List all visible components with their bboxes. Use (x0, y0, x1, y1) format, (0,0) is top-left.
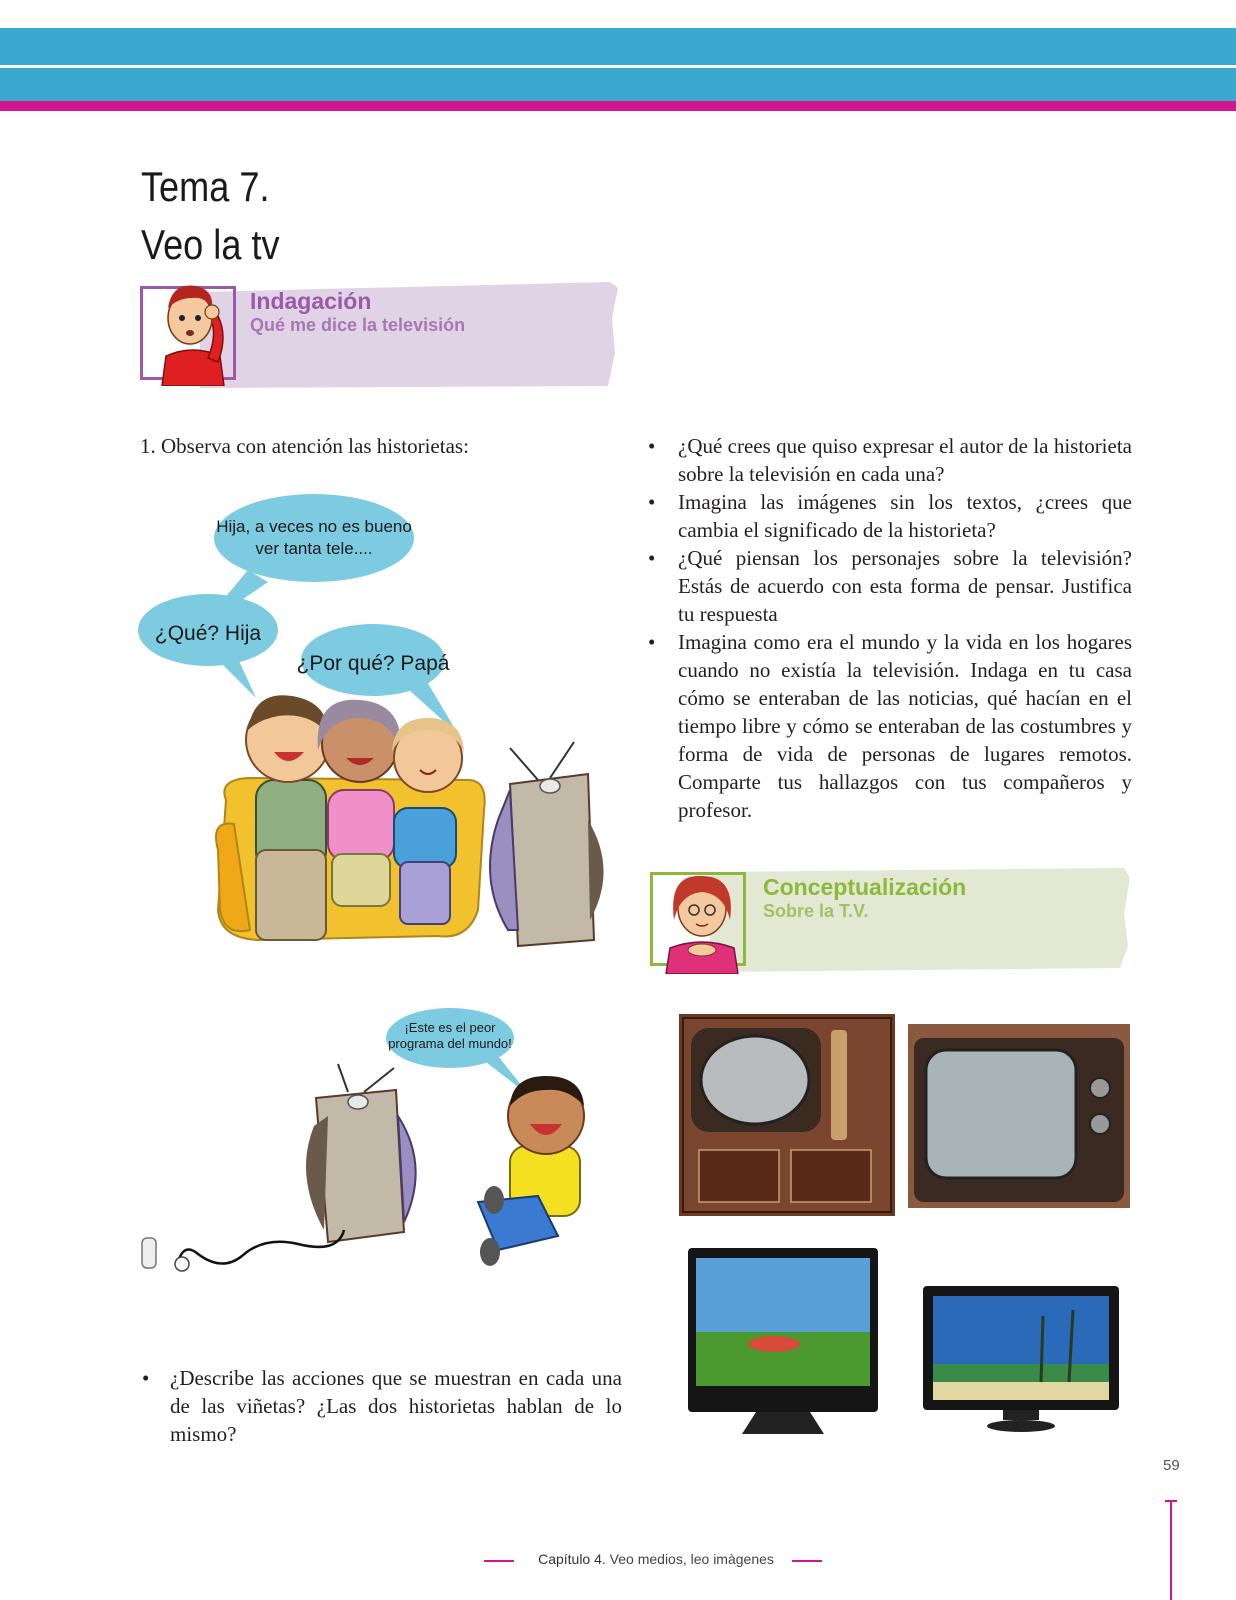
thinking-boy-icon (148, 278, 238, 386)
bubble-dad-line1: Hija, a veces no es bueno (216, 517, 412, 536)
indagacion-banner (140, 278, 620, 390)
chapter-footer (488, 1551, 824, 1567)
list-item: • Imagina como era el mundo y la vida en los hogares cuando no existía la televisión. Indaga en tu casa cómo se enteraban de las noticias, qué hacían en el tiempo libre y cómo se enteraban de las costumbres y forma de vida de personas de lugares remotos. Comparte tus hallazgos con tus compañeros y profesor. (648, 628, 1132, 824)
bubble-boy-line1: ¡Este es el peor (404, 1020, 496, 1035)
header-band-magenta (0, 101, 1236, 111)
speech-bubble-boy (386, 1008, 530, 1096)
footer-chapter: Capítulo 4. (538, 1551, 606, 1567)
bullet-dot: • (142, 1366, 150, 1390)
conceptualizacion-banner (650, 864, 1132, 976)
page-number: 59 (1163, 1457, 1180, 1474)
title-line-1: Tema 7. (141, 163, 270, 210)
flatscreen-tv-image-2 (923, 1286, 1119, 1432)
tv-cable-icon (178, 1230, 344, 1264)
list-item: • Imagina las imágenes sin los textos, ¿crees que cambia el significado de la historieta? (648, 488, 1132, 544)
reflection-questions (648, 432, 1132, 824)
tv-character-1 (490, 742, 604, 946)
flatscreen-tv-image-1 (684, 1248, 882, 1434)
footer-subtitle: Veo medios, leo imàgenes (605, 1551, 774, 1567)
plug-icon (175, 1257, 189, 1271)
indagacion-subheading: Qué me dice la televisión (250, 315, 466, 335)
question-1: 1. Observa con atención las historietas: (140, 434, 469, 458)
conceptualizacion-subheading: Sobre la T.V. (763, 901, 869, 921)
vintage-tabletop-tv-image (908, 1024, 1130, 1208)
wall-outlet-icon (142, 1238, 156, 1268)
comic-boy-tv (138, 1006, 618, 1306)
list-item: • ¿Qué crees que quiso expresar el autor de la historieta sobre la televisión en cada una? (648, 432, 1132, 488)
vintage-console-tv-image (679, 1014, 895, 1216)
indagacion-heading: Indagación (250, 288, 372, 314)
tv-character-2 (306, 1064, 416, 1242)
title-line-2: Veo la tv (141, 221, 280, 268)
comic-family-tv (138, 490, 618, 980)
bubble-girl-text: ¿Qué? Hija (154, 622, 262, 645)
bottom-question (142, 1364, 622, 1448)
page-title (141, 158, 280, 274)
bubble-child-text: ¿Por qué? Papá (296, 652, 450, 675)
teacher-girl-icon (658, 864, 748, 974)
bubble-boy-line2: programa del mundo! (388, 1036, 512, 1051)
bubble-dad-line2: ver tanta tele.... (255, 539, 373, 558)
list-item: • ¿Qué piensan los personajes sobre la televisión? Estás de acuerdo con esta forma de pensar. Justifica tu respuesta (648, 544, 1132, 628)
page-margin-marker (1170, 1500, 1172, 1600)
conceptualizacion-heading: Conceptualización (763, 874, 967, 900)
header-band-middle (0, 68, 1236, 101)
bottom-question-text: ¿Describe las acciones que se muestran en cada una de las viñetas? ¿Las dos historietas hablan de lo mismo? (170, 1366, 622, 1446)
dad-character (246, 695, 330, 940)
boy-character (478, 1076, 584, 1266)
page-margin-marker-cap (1165, 1500, 1177, 1502)
speech-bubble-girl (138, 594, 278, 698)
header-band-top (0, 28, 1236, 65)
